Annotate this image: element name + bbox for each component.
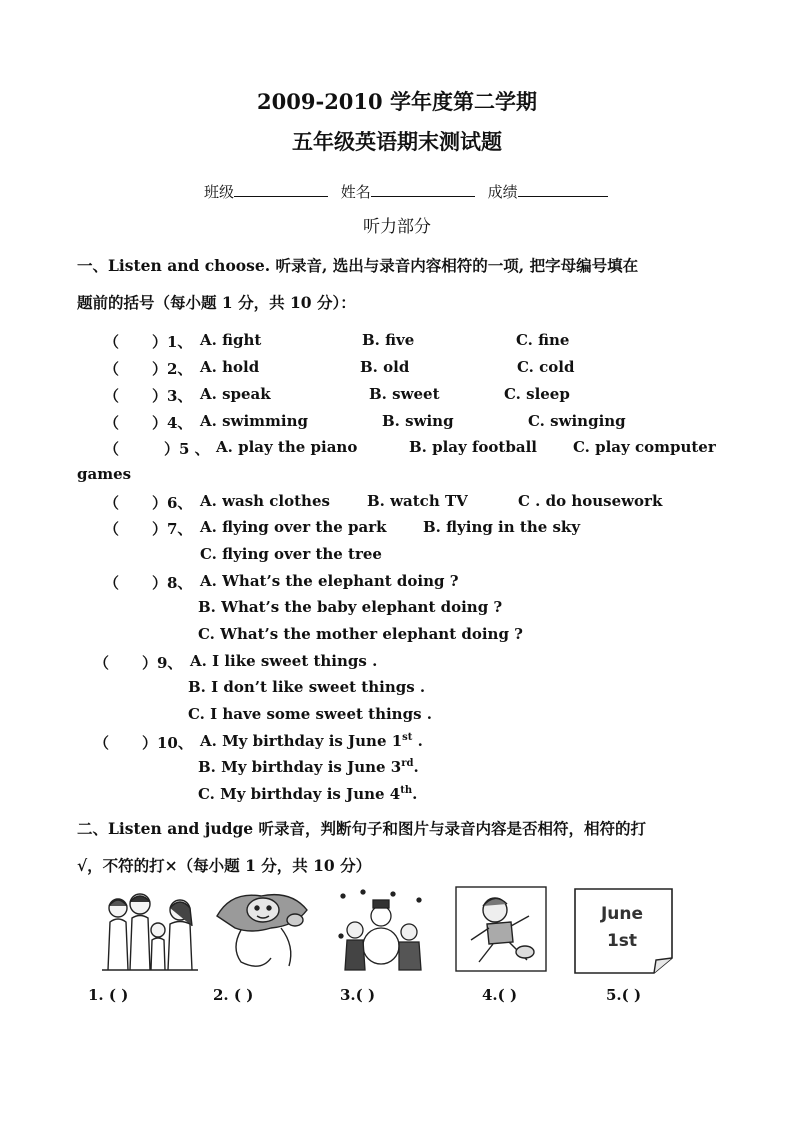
q1-open-paren[interactable]: （ [104,333,120,351]
q9-option-b: B. I don’t like sweet things . [188,678,426,696]
q2-number: ）2、 [152,360,193,378]
q1-number: ）1、 [152,333,193,351]
answer-blank-3[interactable]: 3.( ) [340,986,376,1004]
q9-number: ）9、 [142,654,183,672]
answer-blank-4[interactable]: 4.( ) [482,986,518,1004]
picture-boy-running [455,886,547,976]
calendar-month: June [600,904,644,924]
q4-option-a: A. swimming [200,412,308,430]
answer-blank-1[interactable]: 1. ( ) [88,986,129,1004]
q5-option-c-continuation: games [77,465,132,483]
q6-option-c: C . do housework [518,492,663,510]
q9-open-paren[interactable]: （ [94,654,110,672]
q8-option-c: C. What’s the mother elephant doing ? [198,625,523,643]
section2-instructions-line1: 二、Listen and judge 听录音，判断句子和图片与录音内容是否相符，相符的打 [77,819,647,838]
q5-option-c: C. play computer [573,438,716,456]
q5-open-paren[interactable]: （ [104,440,120,458]
q8-option-b: B. What’s the baby elephant doing ? [198,598,503,616]
q2-option-a: A. hold [200,358,260,376]
q4-number: ）4、 [152,414,193,432]
q8-open-paren[interactable]: （ [104,574,120,592]
q1-option-c: C. fine [516,331,570,349]
q7-number: ）7、 [152,520,193,538]
answer-blank-5[interactable]: 5.( ) [606,986,642,1004]
class-blank[interactable] [234,181,328,197]
class-label: 班级 [204,183,235,201]
q8-option-a: A. What’s the elephant doing ? [200,572,459,590]
q7-option-a: A. flying over the park [200,518,387,536]
name-label: 姓名 [340,183,371,201]
q7-option-b: B. flying in the sky [423,518,581,536]
q7-option-c: C. flying over the tree [200,545,382,563]
score-label: 成绩 [487,183,518,201]
q9-option-c: C. I have some sweet things . [188,705,432,723]
exam-title-grade: 五年级英语期末测试题 [292,129,502,154]
q4-open-paren[interactable]: （ [104,414,120,432]
q3-option-c: C. sleep [504,385,570,403]
q4-option-b: B. swing [382,412,454,430]
score-blank[interactable] [518,181,608,197]
q2-option-b: B. old [360,358,410,376]
q10-number: ）10、 [142,734,193,752]
section1-instructions [77,247,722,321]
answer-blank-2[interactable]: 2. ( ) [213,986,254,1004]
q8-number: ）8、 [152,574,193,592]
section2-instructions-line2: √，不符的打×（每小题 1 分，共 10 分） [77,856,372,875]
section1-instructions-line2: 题前的括号（每小题 1 分，共 10 分）： [77,293,356,312]
calendar-day: 1st [606,931,638,951]
section1-instructions-line1: 一、Listen and choose. 听录音, 选出与录音内容相符的一项, 把字母编号填在 [77,256,639,275]
q5-option-a: A. play the piano [216,438,358,456]
q6-option-a: A. wash clothes [200,492,330,510]
picture-monkey [211,886,313,976]
q3-option-a: A. speak [200,385,271,403]
q5-option-b: B. play football [409,438,537,456]
q10-option-c: C. My birthday is June 4th. [198,785,418,803]
student-info-line [204,181,608,202]
q9-option-a: A. I like sweet things . [190,652,378,670]
name-blank[interactable] [371,181,475,197]
q3-number: ）3、 [152,387,193,405]
picture-family [100,886,200,976]
picture-snowman [333,886,429,976]
q6-open-paren[interactable]: （ [104,494,120,512]
listening-section-title: 听力部分 [363,217,431,237]
section2-instructions [77,810,722,884]
q4-option-c: C. swinging [528,412,626,430]
picture-calendar [572,886,676,976]
q7-open-paren[interactable]: （ [104,520,120,538]
exam-title-year: 2009-2010 学年度第二学期 [257,89,537,114]
q5-number: ）5 、 [164,440,210,458]
q6-number: ）6、 [152,494,193,512]
q10-option-b: B. My birthday is June 3rd. [198,758,419,776]
q2-open-paren[interactable]: （ [104,360,120,378]
q1-option-a: A. fight [200,331,262,349]
q3-option-b: B. sweet [369,385,440,403]
q2-option-c: C. cold [517,358,575,376]
q10-option-a: A. My birthday is June 1st . [200,732,423,750]
q1-option-b: B. five [362,331,415,349]
q6-option-b: B. watch TV [367,492,468,510]
q10-open-paren[interactable]: （ [94,734,110,752]
q3-open-paren[interactable]: （ [104,387,120,405]
